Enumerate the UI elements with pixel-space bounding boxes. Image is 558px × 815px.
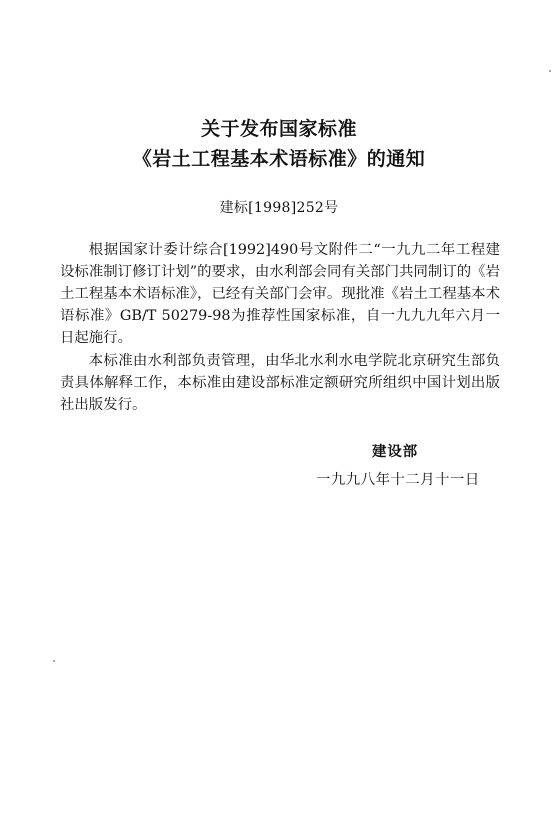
notice-title-line-1: 关于发布国家标准	[200, 118, 357, 140]
scan-speck	[53, 660, 55, 662]
signature-date: 一九九八年十二月十一日	[316, 472, 480, 488]
notice-title-line-2: 《岩土工程基本术语标准》的通知	[132, 148, 426, 170]
document-number: 建标[1998]252号	[219, 200, 339, 216]
body-paragraph-2-container	[60, 350, 500, 416]
scan-speck	[549, 70, 551, 72]
signature-organization: 建设部	[372, 443, 419, 460]
body-paragraph-1-container	[60, 239, 500, 349]
body-paragraph-2: 本标准由水利部负责管理，由华北水利水电学院北京研究生部负责具体解释工作，本标准由建设部标准定额研究所组织中国计划出版社出版发行。	[60, 353, 500, 413]
body-paragraph-1: 根据国家计委计综合[1992]490号文附件二“一九九二年工程建设标准制订修订计划”的要求，由水利部会同有关部门共同制订的《岩土工程基本术语标准》，已经有关部门会审。现批准《岩土工程基本术语标准》GB/T 50279-98为推荐性国家标准，自一九九九年六月一日起施行。	[60, 242, 500, 346]
